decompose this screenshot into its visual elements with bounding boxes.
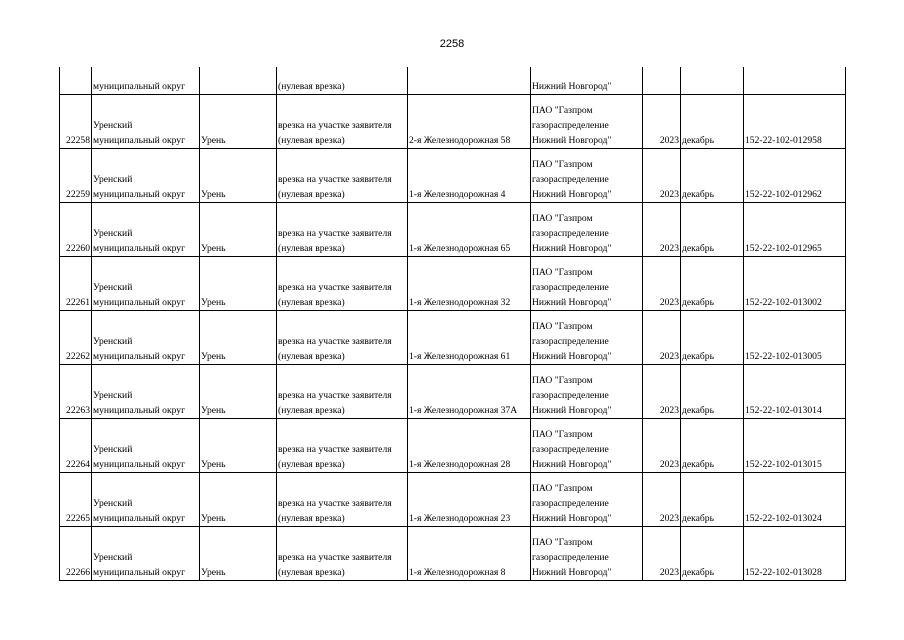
cell-num: 22260	[60, 203, 92, 257]
cell-address: 1-я Железнодорожная 61	[408, 311, 531, 365]
cell-district: Уренский муниципальный округ	[92, 149, 200, 203]
cell-code: 152-22-102-013024	[744, 473, 846, 527]
cell-locality: Урень	[200, 257, 277, 311]
cell-work: врезка на участке заявителя (нулевая врезка)	[277, 203, 408, 257]
cell-work: врезка на участке заявителя (нулевая врезка)	[277, 365, 408, 419]
cell-year: 2023	[643, 95, 681, 149]
table-row	[60, 95, 846, 149]
cell-work: врезка на участке заявителя (нулевая врезка)	[277, 527, 408, 581]
page-number: 2258	[439, 38, 465, 50]
cell-address: 1-я Железнодорожная 32	[408, 257, 531, 311]
cell-address: 1-я Железнодорожная 23	[408, 473, 531, 527]
cell-code: 152-22-102-012958	[744, 95, 846, 149]
cell-code: 152-22-102-012962	[744, 149, 846, 203]
cell-year: 2023	[643, 149, 681, 203]
cell-org: ПАО "Газпром газораспределение Нижний Новгород"	[531, 527, 643, 581]
cell-code: 152-22-102-013014	[744, 365, 846, 419]
cell-org: ПАО "Газпром газораспределение Нижний Новгород"	[531, 365, 643, 419]
cell-locality: Урень	[200, 149, 277, 203]
cell-code: 152-22-102-013028	[744, 527, 846, 581]
cell-code	[744, 67, 846, 95]
cell-month: декабрь	[681, 257, 744, 311]
cell-month: декабрь	[681, 419, 744, 473]
cell-code: 152-22-102-013005	[744, 311, 846, 365]
cell-address: 1-я Железнодорожная 28	[408, 419, 531, 473]
cell-month: декабрь	[681, 473, 744, 527]
cell-locality	[200, 67, 277, 95]
table-row	[60, 203, 846, 257]
cell-org: Нижний Новгород"	[531, 67, 643, 95]
cell-code: 152-22-102-012965	[744, 203, 846, 257]
cell-locality: Урень	[200, 311, 277, 365]
cell-address	[408, 67, 531, 95]
cell-district: муниципальный округ	[92, 67, 200, 95]
cell-locality: Урень	[200, 527, 277, 581]
cell-month: декабрь	[681, 365, 744, 419]
cell-org: ПАО "Газпром газораспределение Нижний Новгород"	[531, 311, 643, 365]
cell-num: 22265	[60, 473, 92, 527]
cell-address: 1-я Железнодорожная 65	[408, 203, 531, 257]
cell-org: ПАО "Газпром газораспределение Нижний Новгород"	[531, 95, 643, 149]
cell-district: Уренский муниципальный округ	[92, 365, 200, 419]
cell-district: Уренский муниципальный округ	[92, 473, 200, 527]
cell-num: 22264	[60, 419, 92, 473]
cell-district: Уренский муниципальный округ	[92, 419, 200, 473]
data-table	[59, 67, 846, 581]
cell-work: врезка на участке заявителя (нулевая врезка)	[277, 419, 408, 473]
cell-work: врезка на участке заявителя (нулевая врезка)	[277, 257, 408, 311]
cell-address: 1-я Железнодорожная 8	[408, 527, 531, 581]
cell-district: Уренский муниципальный округ	[92, 311, 200, 365]
cell-year: 2023	[643, 203, 681, 257]
cell-num: 22259	[60, 149, 92, 203]
cell-org: ПАО "Газпром газораспределение Нижний Новгород"	[531, 257, 643, 311]
cell-org: ПАО "Газпром газораспределение Нижний Новгород"	[531, 473, 643, 527]
cell-year: 2023	[643, 257, 681, 311]
cell-work: врезка на участке заявителя (нулевая врезка)	[277, 95, 408, 149]
cell-month	[681, 67, 744, 95]
cell-year: 2023	[643, 527, 681, 581]
cell-address: 2-я Железнодорожная 58	[408, 95, 531, 149]
cell-locality: Урень	[200, 203, 277, 257]
cell-district: Уренский муниципальный округ	[92, 527, 200, 581]
cell-num: 22266	[60, 527, 92, 581]
cell-code: 152-22-102-013002	[744, 257, 846, 311]
cell-district: Уренский муниципальный округ	[92, 203, 200, 257]
cell-year: 2023	[643, 311, 681, 365]
cell-year	[643, 67, 681, 95]
cell-year: 2023	[643, 365, 681, 419]
cell-work: врезка на участке заявителя (нулевая врезка)	[277, 149, 408, 203]
cell-locality: Урень	[200, 365, 277, 419]
cell-code: 152-22-102-013015	[744, 419, 846, 473]
cell-work: врезка на участке заявителя (нулевая врезка)	[277, 311, 408, 365]
continuation-row	[60, 67, 846, 95]
cell-num: 22258	[60, 95, 92, 149]
cell-district: Уренский муниципальный округ	[92, 95, 200, 149]
table-row	[60, 365, 846, 419]
cell-month: декабрь	[681, 149, 744, 203]
table-row	[60, 473, 846, 527]
cell-address: 1-я Железнодорожная 37А	[408, 365, 531, 419]
cell-org: ПАО "Газпром газораспределение Нижний Новгород"	[531, 149, 643, 203]
cell-month: декабрь	[681, 311, 744, 365]
cell-locality: Урень	[200, 95, 277, 149]
cell-address: 1-я Железнодорожная 4	[408, 149, 531, 203]
table-row	[60, 419, 846, 473]
cell-org: ПАО "Газпром газораспределение Нижний Новгород"	[531, 203, 643, 257]
cell-district: Уренский муниципальный округ	[92, 257, 200, 311]
cell-locality: Урень	[200, 473, 277, 527]
cell-month: декабрь	[681, 95, 744, 149]
cell-year: 2023	[643, 419, 681, 473]
cell-num	[60, 67, 92, 95]
cell-month: декабрь	[681, 527, 744, 581]
cell-locality: Урень	[200, 419, 277, 473]
table-row	[60, 527, 846, 581]
cell-num: 22261	[60, 257, 92, 311]
cell-num: 22263	[60, 365, 92, 419]
cell-work: (нулевая врезка)	[277, 67, 408, 95]
table-row	[60, 149, 846, 203]
table-row	[60, 257, 846, 311]
cell-num: 22262	[60, 311, 92, 365]
cell-month: декабрь	[681, 203, 744, 257]
cell-org: ПАО "Газпром газораспределение Нижний Новгород"	[531, 419, 643, 473]
cell-work: врезка на участке заявителя (нулевая врезка)	[277, 473, 408, 527]
table-row	[60, 311, 846, 365]
cell-year: 2023	[643, 473, 681, 527]
